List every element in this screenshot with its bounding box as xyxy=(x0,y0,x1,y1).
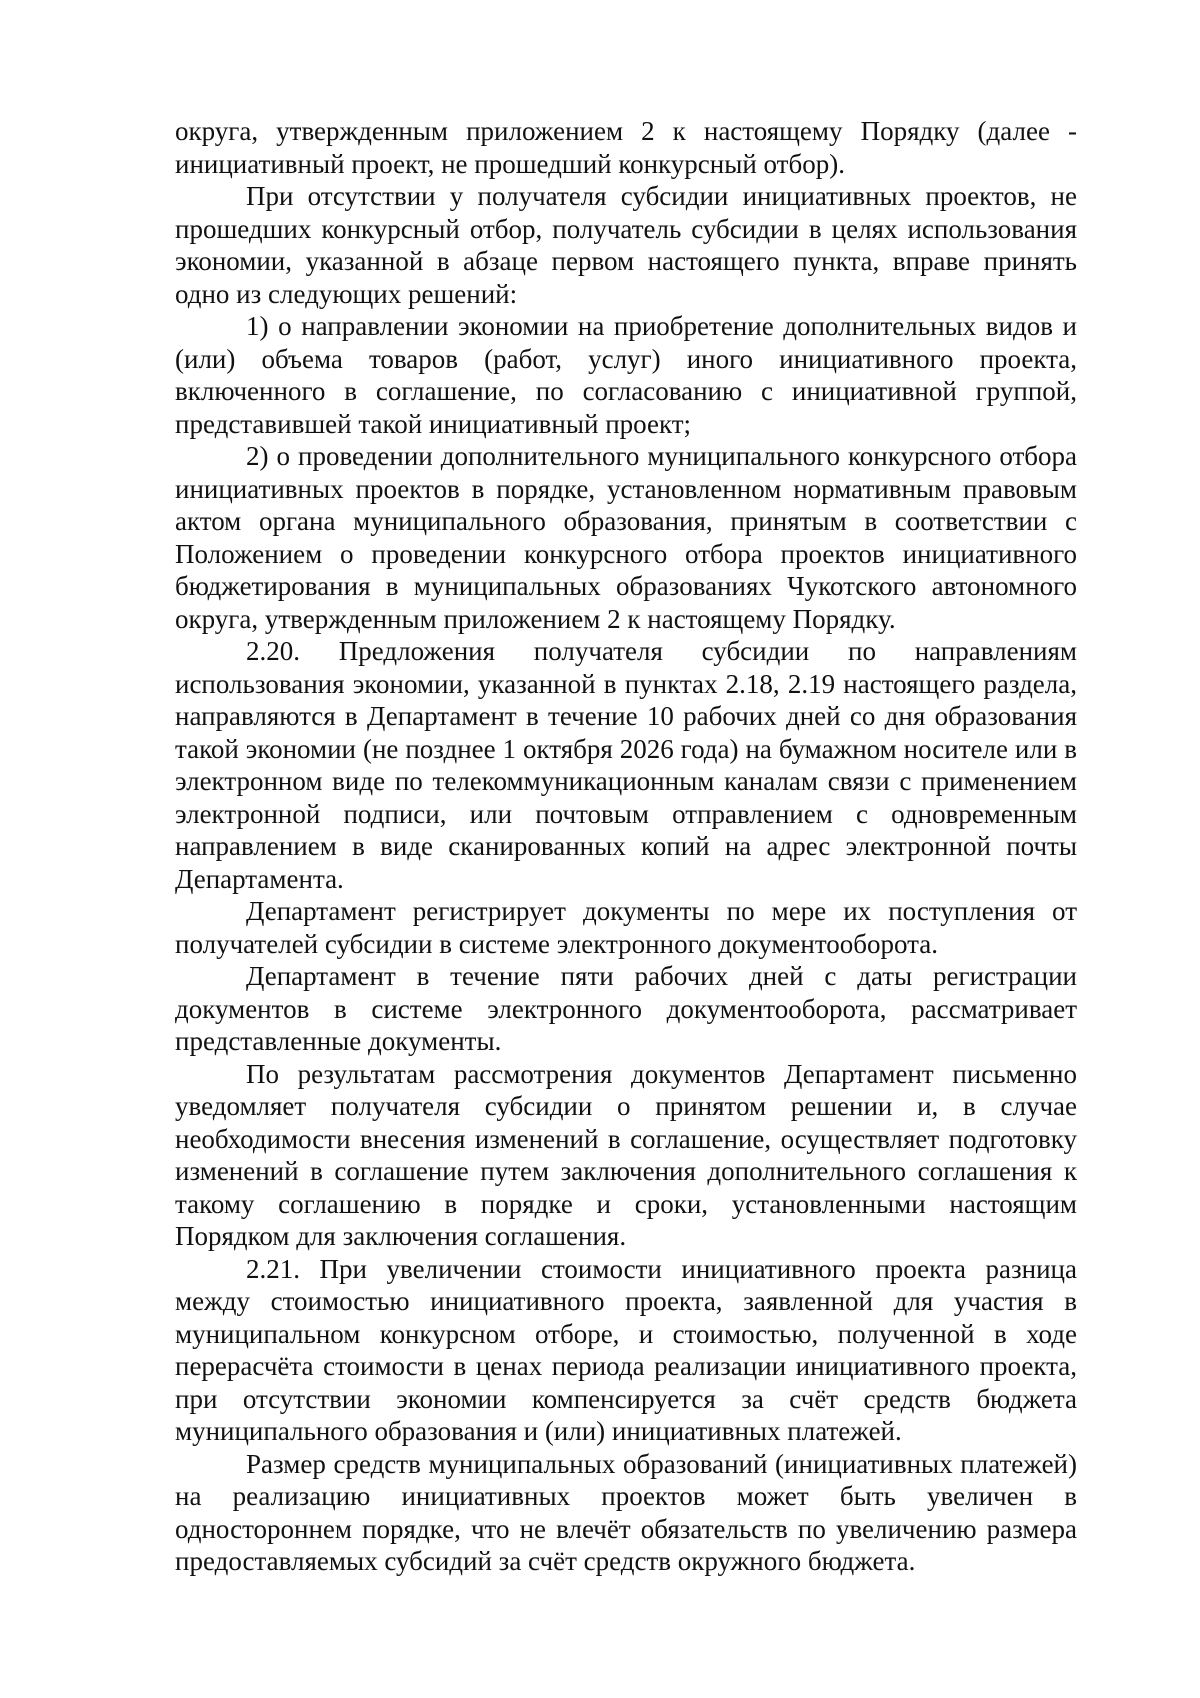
paragraph-review: Департамент в течение пяти рабочих дней с даты регистрации документов в системе электронного документооборота, рассматривает представленные документы. xyxy=(175,961,1077,1056)
paragraph-option-1: 1) о направлении экономии на приобретение дополнительных видов и (или) объема товаров (работ, услуг) иного инициативного проекта, включенного в соглашение, по согласованию с инициативной группой, представившей такой инициативный проект; xyxy=(175,311,1077,439)
paragraph-clause-2-20: 2.20. Предложения получателя субсидии по направлениям использования экономии, указанной в пунктах 2.18, 2.19 настоящего раздела, направляются в Департамент в течение 10 рабочих дней со дня образования такой экономии (не позднее 1 октября 2026 года) на бумажном носителе или в электронном виде по телекоммуникационным каналам связи с применением электронной подписи, или почтовым отправлением с одновременным направлением в виде сканированных копий на адрес электронной почты Департамента. xyxy=(175,636,1077,894)
document-page xyxy=(175,115,1077,1578)
paragraph-results: По результатам рассмотрения документов Департамент письменно уведомляет получателя субсидии о принятом решении и, в случае необходимости внесения изменений в соглашение, осуществляет подготовку изменений в соглашение путем заключения дополнительного соглашения к такому соглашению в порядке и сроки, установленными настоящим Порядком для заключения соглашения. xyxy=(175,1058,1077,1251)
paragraph-no-projects: При отсутствии у получателя субсидии инициативных проектов, не прошедших конкурсный отбор, получатель субсидии в целях использования экономии, указанной в абзаце первом настоящего пункта, вправе принять одно из следующих решений: xyxy=(175,181,1077,309)
paragraph-funds-size: Размер средств муниципальных образований (инициативных платежей) на реализацию инициативных проектов может быть увеличен в одностороннем порядке, что не влечёт обязательств по увеличению размера предоставляемых субсидий за счёт средств окружного бюджета. xyxy=(175,1448,1077,1576)
paragraph-registration: Департамент регистрирует документы по мере их поступления от получателей субсидии в системе электронного документооборота. xyxy=(175,896,1077,959)
paragraph-clause-2-21: 2.21. При увеличении стоимости инициативного проекта разница между стоимостью инициативного проекта, заявленной для участия в муниципальном конкурсном отборе, и стоимостью, полученной в ходе перерасчёта стоимости в ценах периода реализации инициативного проекта, при отсутствии экономии компенсируется за счёт средств бюджета муниципального образования и (или) инициативных платежей. xyxy=(175,1253,1077,1446)
paragraph-continuation: округа, утвержденным приложением 2 к настоящему Порядку (далее - инициативный проект, не прошедший конкурсный отбор). xyxy=(175,116,1077,179)
paragraph-option-2: 2) о проведении дополнительного муниципального конкурсного отбора инициативных проектов в порядке, установленном нормативным правовым актом органа муниципального образования, принятым в соответствии с Положением о проведении конкурсного отбора проектов инициативного бюджетирования в муниципальных образованиях Чукотского автономного округа, утвержденным приложением 2 к настоящему Порядку. xyxy=(175,441,1077,634)
